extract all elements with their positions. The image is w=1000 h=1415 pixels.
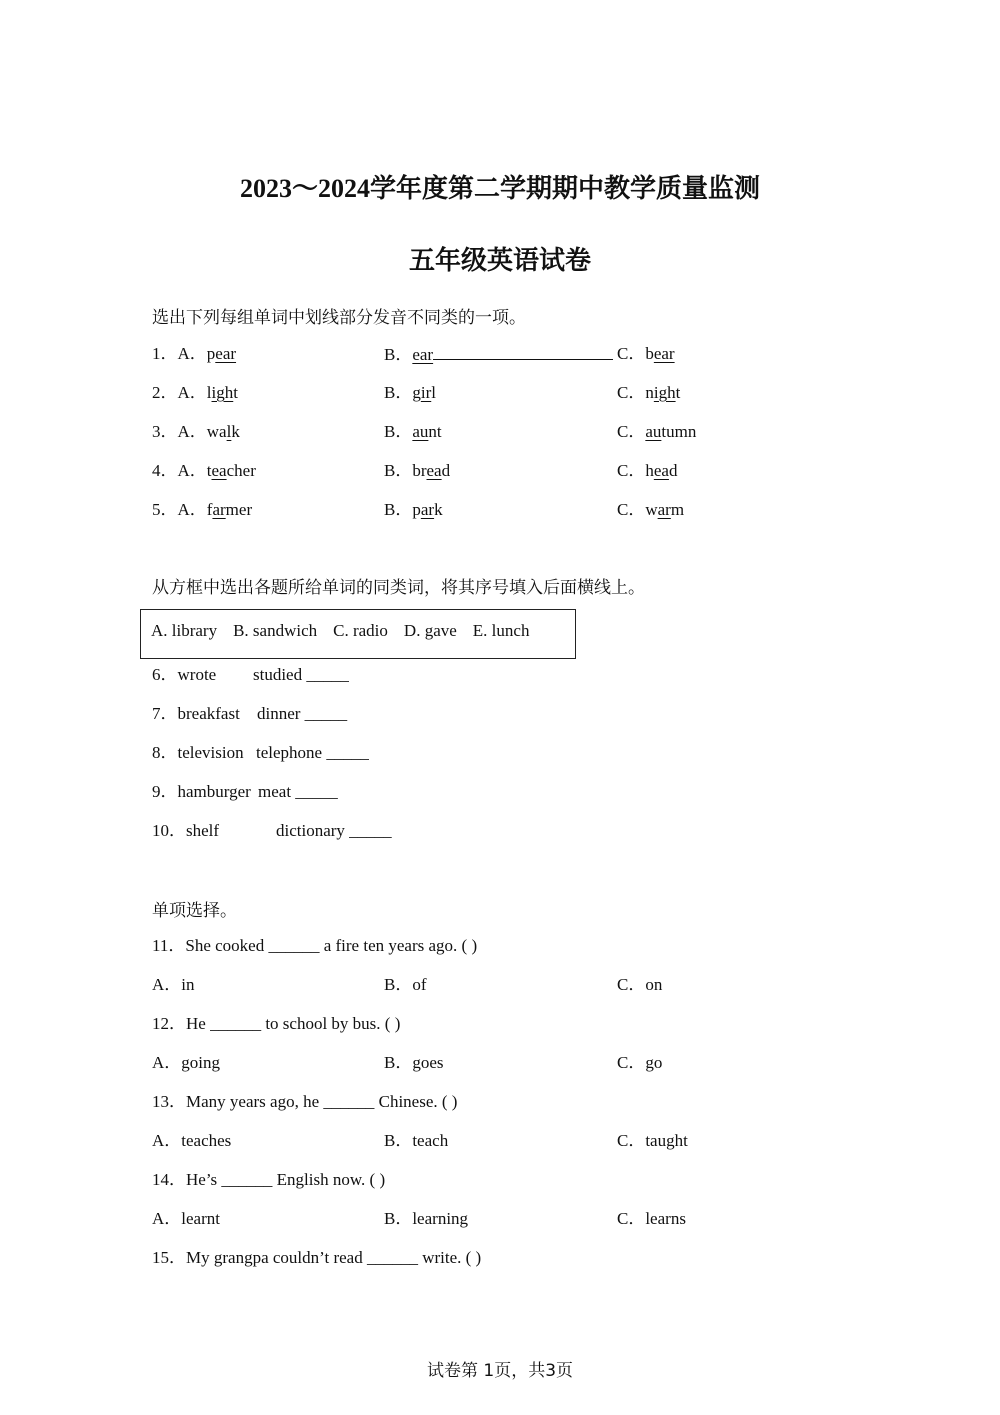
choice-a: A．in [152,975,195,994]
option-label: B． [384,500,413,519]
option-a: 2．A．light [152,380,238,406]
choice-b: B．learning [384,1209,469,1228]
box-item: C. radio [333,621,388,640]
given-word: shelf [186,821,220,840]
option-label: C． [617,344,646,363]
given-word: television [177,743,244,762]
option-a: 5．A．farmer [152,497,252,523]
stem-text: 11．She cooked ______ a fire ten years ago. ( ) [152,936,478,955]
option-c: C．head [617,458,677,484]
choice-b: B．teach [384,1131,449,1150]
option-a: 4．A．teacher [152,458,256,484]
option-b: B．girl [384,380,436,406]
choice-a: A．teaches [152,1131,232,1150]
exam-subtitle: 五年级英语试卷 [408,246,591,275]
stem-text: 13．Many years ago, he ______ Chinese. ( ) [152,1092,458,1111]
synonym-row [152,662,752,688]
underlined-part: ea [653,461,669,480]
given-word: breakfast [177,704,240,723]
choice-a: A．going [152,1053,220,1072]
choice-b: B．of [384,975,427,994]
option-b: B．aunt [384,419,442,445]
underlined-part: ar [657,500,671,519]
choice-c: C．go [617,1053,663,1072]
answer-line [433,341,613,360]
choice-a: A．learnt [152,1209,220,1228]
option-label: B． [384,345,413,364]
second-word: telephone _____ [256,743,369,762]
question-stem [152,933,852,959]
question-number: 6． [152,665,178,684]
option-label: C． [617,500,646,519]
option-label: B． [384,422,413,441]
given-word: wrote [177,665,217,684]
question-stem [152,1245,852,1271]
question-stem [152,1011,852,1037]
choice-row [152,1050,852,1076]
question-row [152,380,852,406]
underlined-part: igh [211,383,234,402]
box-item: D. gave [403,621,457,640]
box-item: E. lunch [472,621,530,640]
synonym-row [152,701,752,727]
exam-title: 2023～2024学年度第二学期期中教学质量监测 [239,174,760,203]
word-box [140,609,576,659]
underlined-part: ear [215,344,237,363]
question-number: 3．A． [152,422,207,441]
question-number: 4．A． [152,461,207,480]
option-c: C．bear [617,341,675,367]
underlined-part: igh [653,383,676,402]
box-item: A. library [151,621,218,640]
second-word: meat _____ [258,782,338,801]
choice-row [152,1128,852,1154]
underlined-part: ar [420,500,435,519]
question-row [152,419,852,445]
question-number: 9． [152,782,178,801]
question-number: 5．A． [152,500,207,519]
question-number: 7． [152,704,178,723]
underlined-part: ea [211,461,227,480]
synonym-row [152,818,752,844]
underlined-part: au [645,422,662,441]
stem-text: 15．My grangpa couldn’t read ______ write. ( ) [152,1248,482,1267]
option-c: C．autumn [617,419,696,445]
stem-text: 12．He ______ to school by bus. ( ) [152,1014,401,1033]
option-label: B． [384,461,413,480]
question-number: 2．A． [152,383,207,402]
choice-row [152,972,852,998]
question-row [152,458,852,484]
option-b [384,341,613,368]
choice-c: C．learns [617,1209,686,1228]
question-stem [152,1167,852,1193]
underlined-part: ear [653,344,675,363]
option-c: C．warm [617,497,684,523]
choice-row [152,1206,852,1232]
word-box-items [151,621,545,641]
underlined-part: au [412,422,429,441]
option-label: C． [617,422,646,441]
option-label: C． [617,383,646,402]
underlined-part: ea [426,461,442,480]
section3-instruction: 单项选择。 [152,901,237,921]
option-b: B．bread [384,458,450,484]
question-number: 10． [152,821,186,840]
section2-instruction: 从方框中选出各题所给单词的同类词，将其序号填入后面横线上。 [152,578,645,598]
underlined-part: ir [420,383,432,402]
second-word: dinner _____ [257,704,348,723]
section1-instruction: 选出下列每组单词中划线部分发音不同类的一项。 [152,308,526,328]
option-a: 3．A．walk [152,419,240,445]
question-number: 1．A． [152,344,207,363]
second-word: dictionary _____ [276,821,392,840]
option-label: C． [617,461,646,480]
underlined-part: ar [212,500,226,519]
synonym-row [152,779,752,805]
page-footer: 试卷第 1页，共3页 [426,1361,574,1381]
option-b: B．park [384,497,443,523]
box-item: B. sandwich [233,621,318,640]
question-row [152,497,852,523]
second-word: studied _____ [253,665,349,684]
underlined-part: ear [412,345,434,364]
choice-b: B．goes [384,1053,444,1072]
option-c: C．night [617,380,680,406]
given-word: hamburger [177,782,251,801]
question-stem [152,1089,852,1115]
question-row [152,341,852,367]
stem-text: 14．He’s ______ English now. ( ) [152,1170,386,1189]
choice-c: C．taught [617,1131,688,1150]
question-number: 8． [152,743,178,762]
underlined-part: l [226,422,232,441]
option-label: B． [384,383,413,402]
option-a: 1．A．pear [152,341,236,367]
synonym-row [152,740,752,766]
choice-c: C．on [617,975,663,994]
